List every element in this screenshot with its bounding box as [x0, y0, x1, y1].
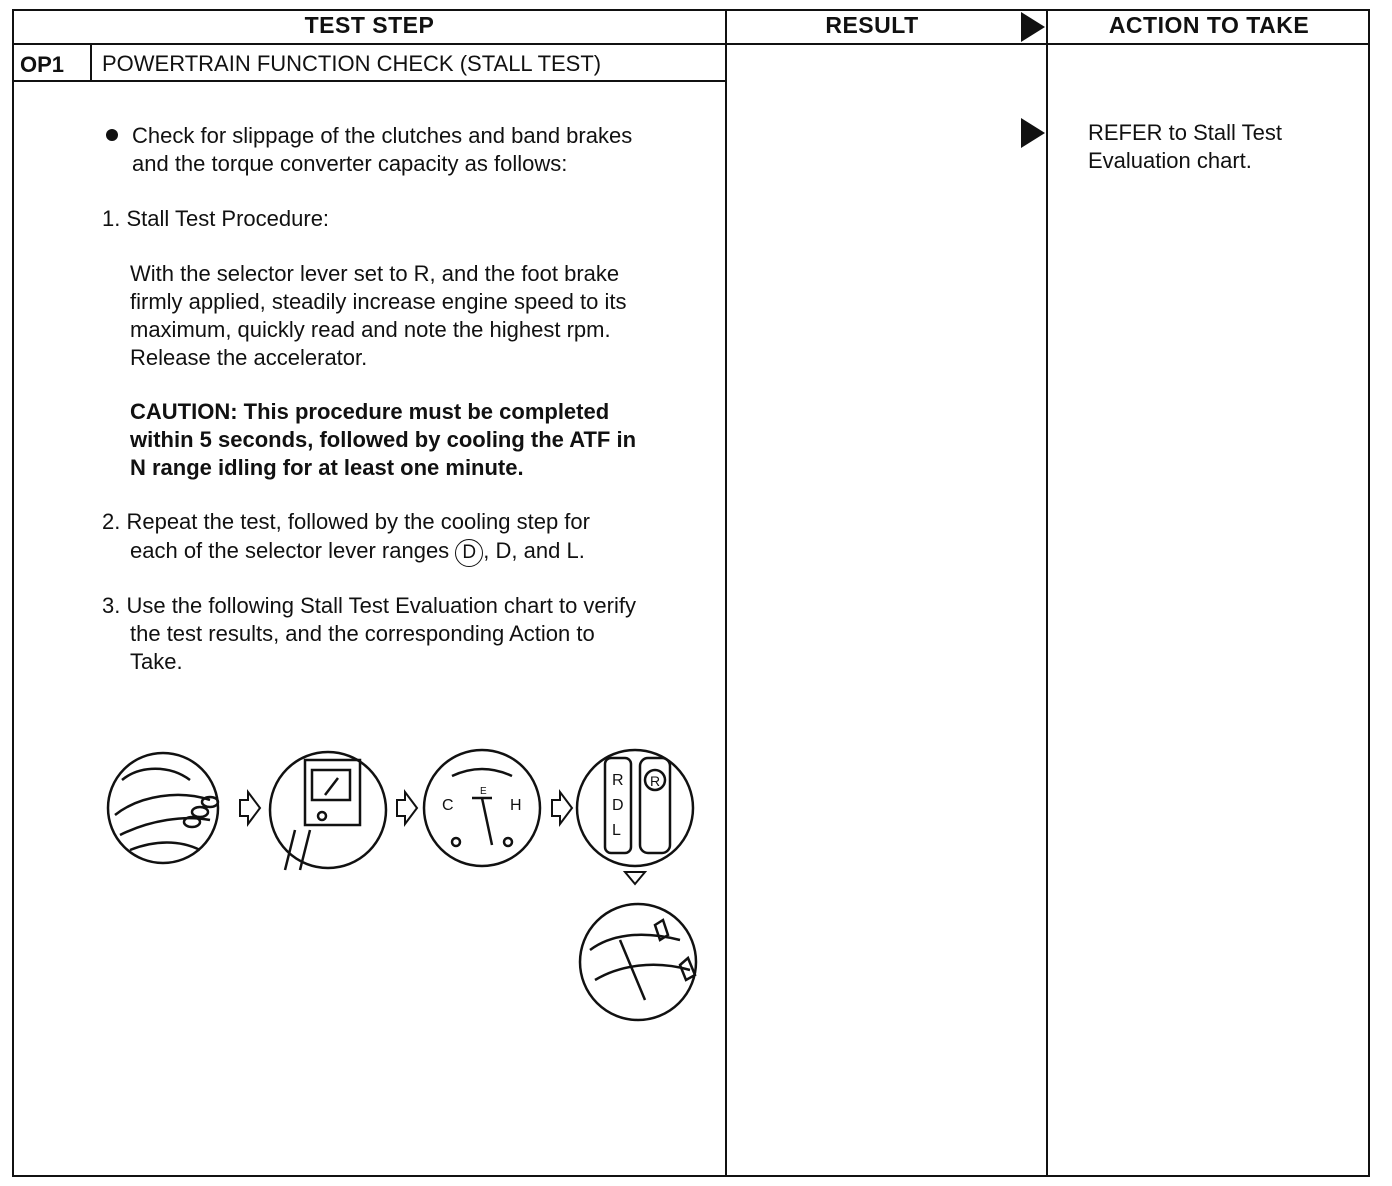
gauge-label-mid: E: [480, 786, 487, 797]
step-title: POWERTRAIN FUNCTION CHECK (STALL TEST): [102, 51, 602, 76]
caution-line-1: CAUTION: This procedure must be completed: [130, 399, 610, 424]
accelerator-pedal-icon: [580, 904, 696, 1020]
header-action: ACTION TO TAKE: [1108, 12, 1310, 38]
lever-label-r-circled: R: [650, 773, 661, 789]
item1-title: 1. Stall Test Procedure:: [102, 206, 330, 231]
step-id: OP1: [20, 52, 65, 77]
lever-label-l: L: [612, 822, 621, 839]
header-divider: [12, 43, 1370, 45]
step-id-divider: [90, 45, 92, 81]
circled-d-symbol: D: [455, 539, 483, 567]
bullet-line-2: and the torque converter capacity as follows:: [132, 151, 568, 176]
item1-line-2: firmly applied, steadily increase engine speed to its: [130, 289, 627, 314]
foot-brake-icon: [108, 753, 218, 863]
lever-label-r: R: [612, 772, 624, 789]
caution-line-3: N range idling for at least one minute.: [130, 455, 524, 480]
action-line-2: Evaluation chart.: [1088, 148, 1252, 173]
stall-test-illustration: [100, 740, 720, 1030]
item2-line-1: 2. Repeat the test, followed by the cooling step for: [102, 509, 590, 534]
item1-line-3: maximum, quickly read and note the highest rpm.: [130, 317, 611, 342]
step-title-divider: [12, 80, 727, 82]
lever-label-d: D: [612, 797, 624, 814]
bullet-icon: [106, 129, 118, 141]
caution-line-2: within 5 seconds, followed by cooling the ATF in: [130, 427, 637, 452]
step-arrow-icon: [552, 792, 572, 824]
selector-lever-icon: [577, 750, 693, 866]
item2-line-2: [130, 537, 585, 567]
item1-line-4: Release the accelerator.: [130, 345, 368, 370]
item2-text-b: , D, and L.: [483, 538, 585, 563]
item3-line-3: Take.: [130, 649, 183, 674]
action-arrow-icon: [1021, 118, 1045, 148]
item2-text-a: each of the selector lever ranges: [130, 538, 456, 563]
gauge-label-c: C: [442, 797, 454, 814]
column-divider-1: [725, 9, 727, 1177]
tachometer-icon: [270, 752, 386, 870]
item3-line-1: 3. Use the following Stall Test Evaluation chart to verify: [102, 593, 636, 618]
step-arrow-icon: [240, 792, 260, 824]
step-arrow-icon: [397, 792, 417, 824]
header-arrow-icon: [1021, 12, 1045, 42]
bullet-line-1: Check for slippage of the clutches and band brakes: [132, 123, 633, 148]
down-arrow-icon: [625, 872, 645, 884]
item3-line-2: the test results, and the corresponding Action to: [130, 621, 595, 646]
action-line-1: REFER to Stall Test: [1088, 120, 1282, 145]
gauge-label-h: H: [510, 797, 522, 814]
header-test-step: TEST STEP: [304, 12, 435, 38]
item1-line-1: With the selector lever set to R, and the foot brake: [130, 261, 620, 286]
column-divider-2: [1046, 9, 1048, 1177]
header-result: RESULT: [825, 12, 919, 38]
